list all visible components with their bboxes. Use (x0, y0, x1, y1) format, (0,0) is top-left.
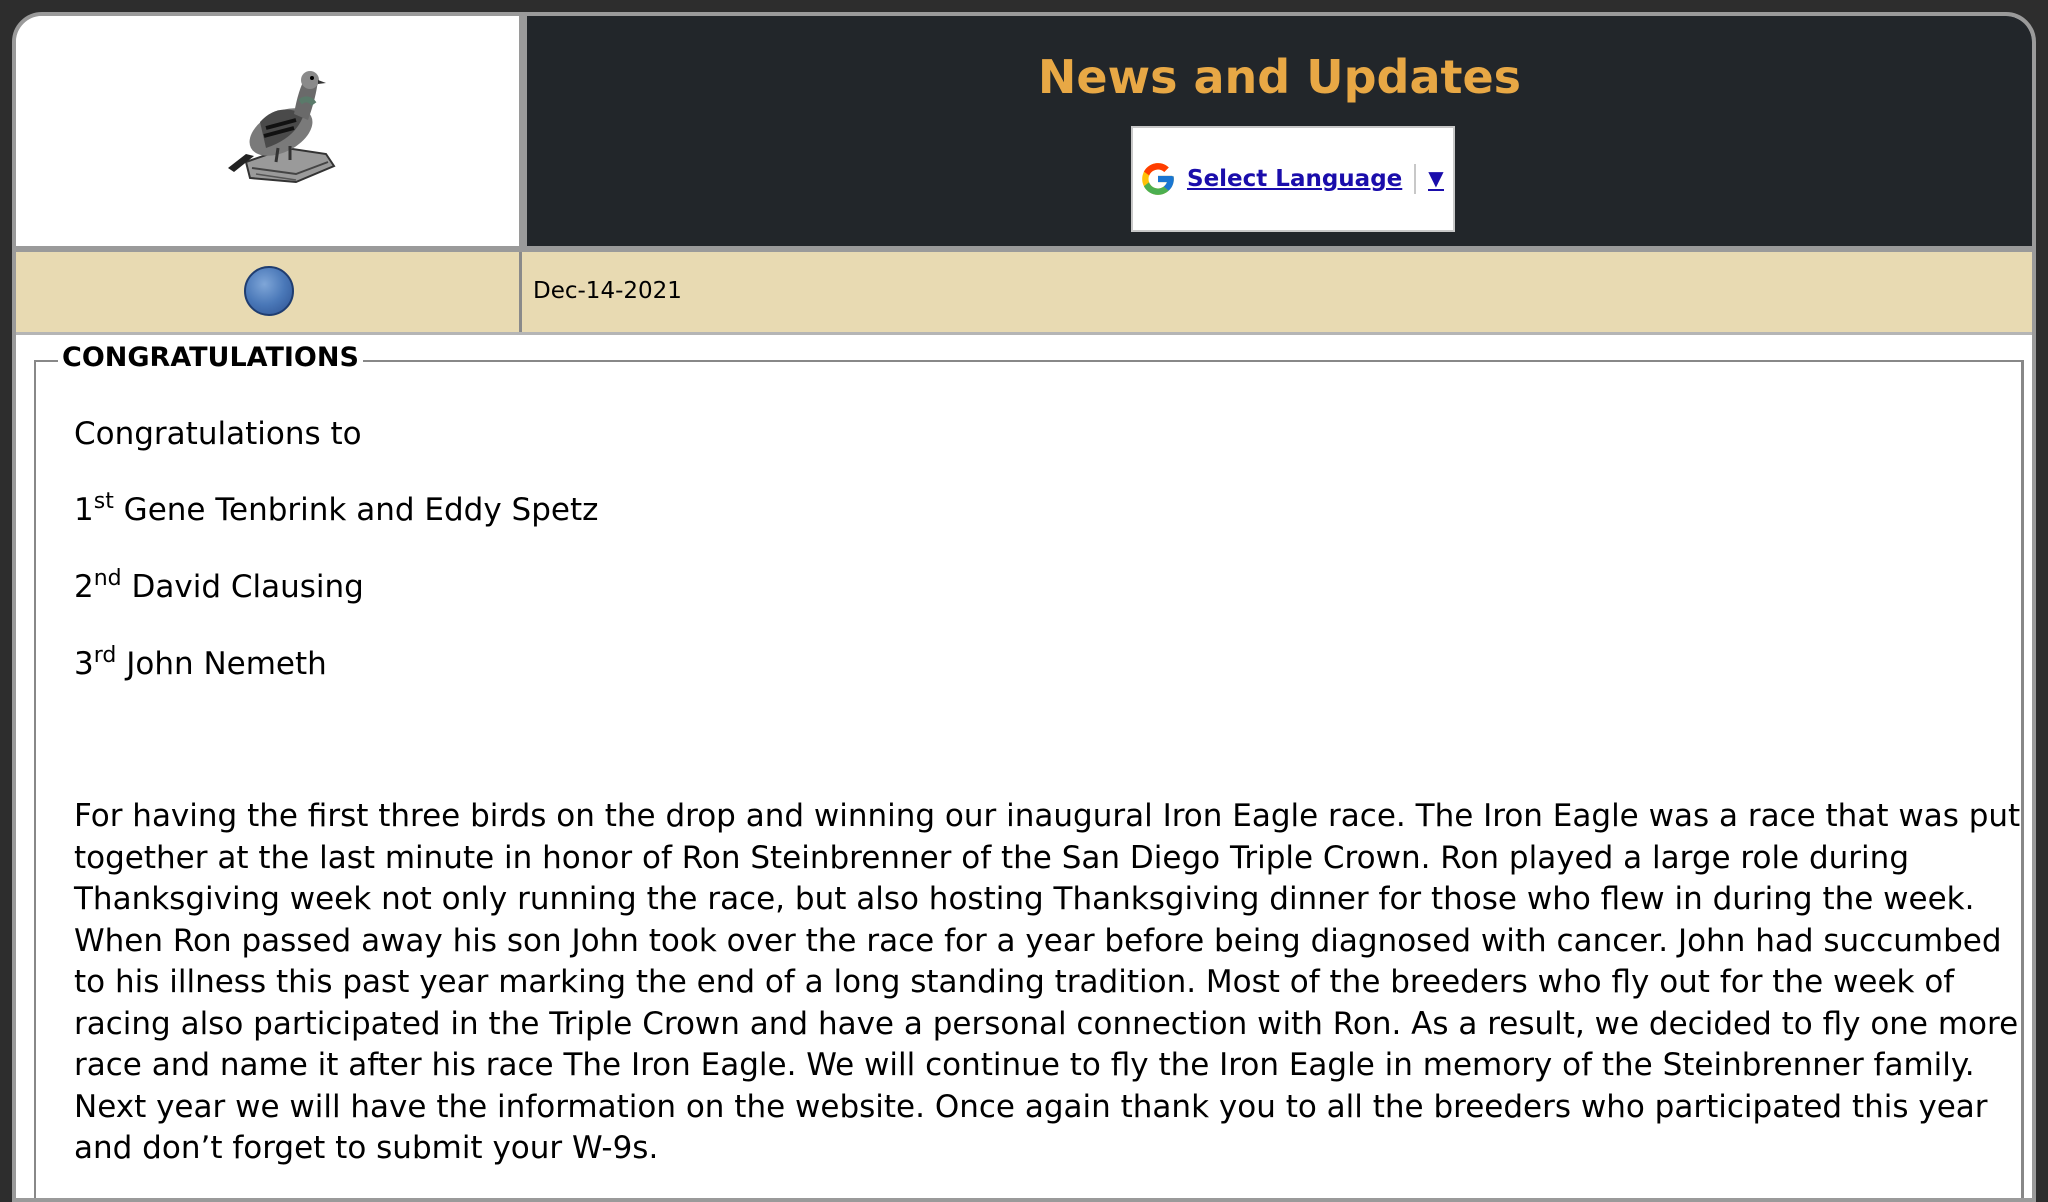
place-suffix: st (93, 489, 114, 514)
article-intro: Congratulations to (74, 416, 362, 452)
place-name: Gene Tenbrink and Eddy Spetz (113, 492, 599, 528)
language-selector[interactable] (1131, 126, 1455, 232)
date-row (16, 252, 2032, 335)
place-suffix: rd (93, 643, 117, 668)
pigeon-logo-icon[interactable] (216, 62, 336, 192)
article-body: For having the first three birds on the drop and winning our inaugural Iron Eagle race. The Iron Eagle was a race that was put together at the last minute in honor of Ron Steinbrenner of the San Diego Triple Crown. Ron played a large role during Thanksgiving week not only running the race, but also hosting Thanksgiving dinner for those who flew in during the week. When Ron passed away his son John took over the race for a year before being diagnosed with cancer. John had succumbed to his illness this past year marking the end of a long standing tradition. Most of the breeders who fly out for the week of racing also participated in the Triple Crown and have a personal connection with Ron. As a result, we decided to fly one more race and name it after his race The Iron Eagle. We will continue to fly the Iron Eagle in memory of the Steinbrenner family. Next year we will have the information on the website. Once again thank you to all the breeders who participated this year and don’t forget to submit your W-9s. (74, 798, 2021, 1166)
place-rank: 1 (74, 492, 94, 528)
place-second (74, 566, 364, 605)
place-third (74, 643, 327, 682)
post-date: Dec-14-2021 (533, 278, 682, 304)
page-frame (12, 12, 2036, 1202)
place-rank: 3 (74, 646, 94, 682)
page-title: News and Updates (1037, 50, 1522, 104)
title-cell (527, 16, 2032, 246)
article-fieldset (34, 342, 2024, 1202)
place-name: David Clausing (121, 569, 364, 605)
place-suffix: nd (93, 566, 122, 591)
place-first (74, 489, 599, 528)
blue-globe-bullet-icon (244, 266, 294, 316)
date-row-icon-cell (16, 252, 522, 332)
google-g-icon (1139, 160, 1177, 198)
place-rank: 2 (74, 569, 94, 605)
language-divider (1414, 164, 1416, 194)
chevron-down-icon[interactable]: ▼ (1428, 166, 1444, 190)
article-legend: CONGRATULATIONS (58, 342, 363, 373)
header (16, 16, 2032, 246)
select-language-link[interactable]: Select Language (1187, 166, 1403, 192)
place-name: John Nemeth (116, 646, 327, 682)
logo-cell (16, 16, 527, 246)
